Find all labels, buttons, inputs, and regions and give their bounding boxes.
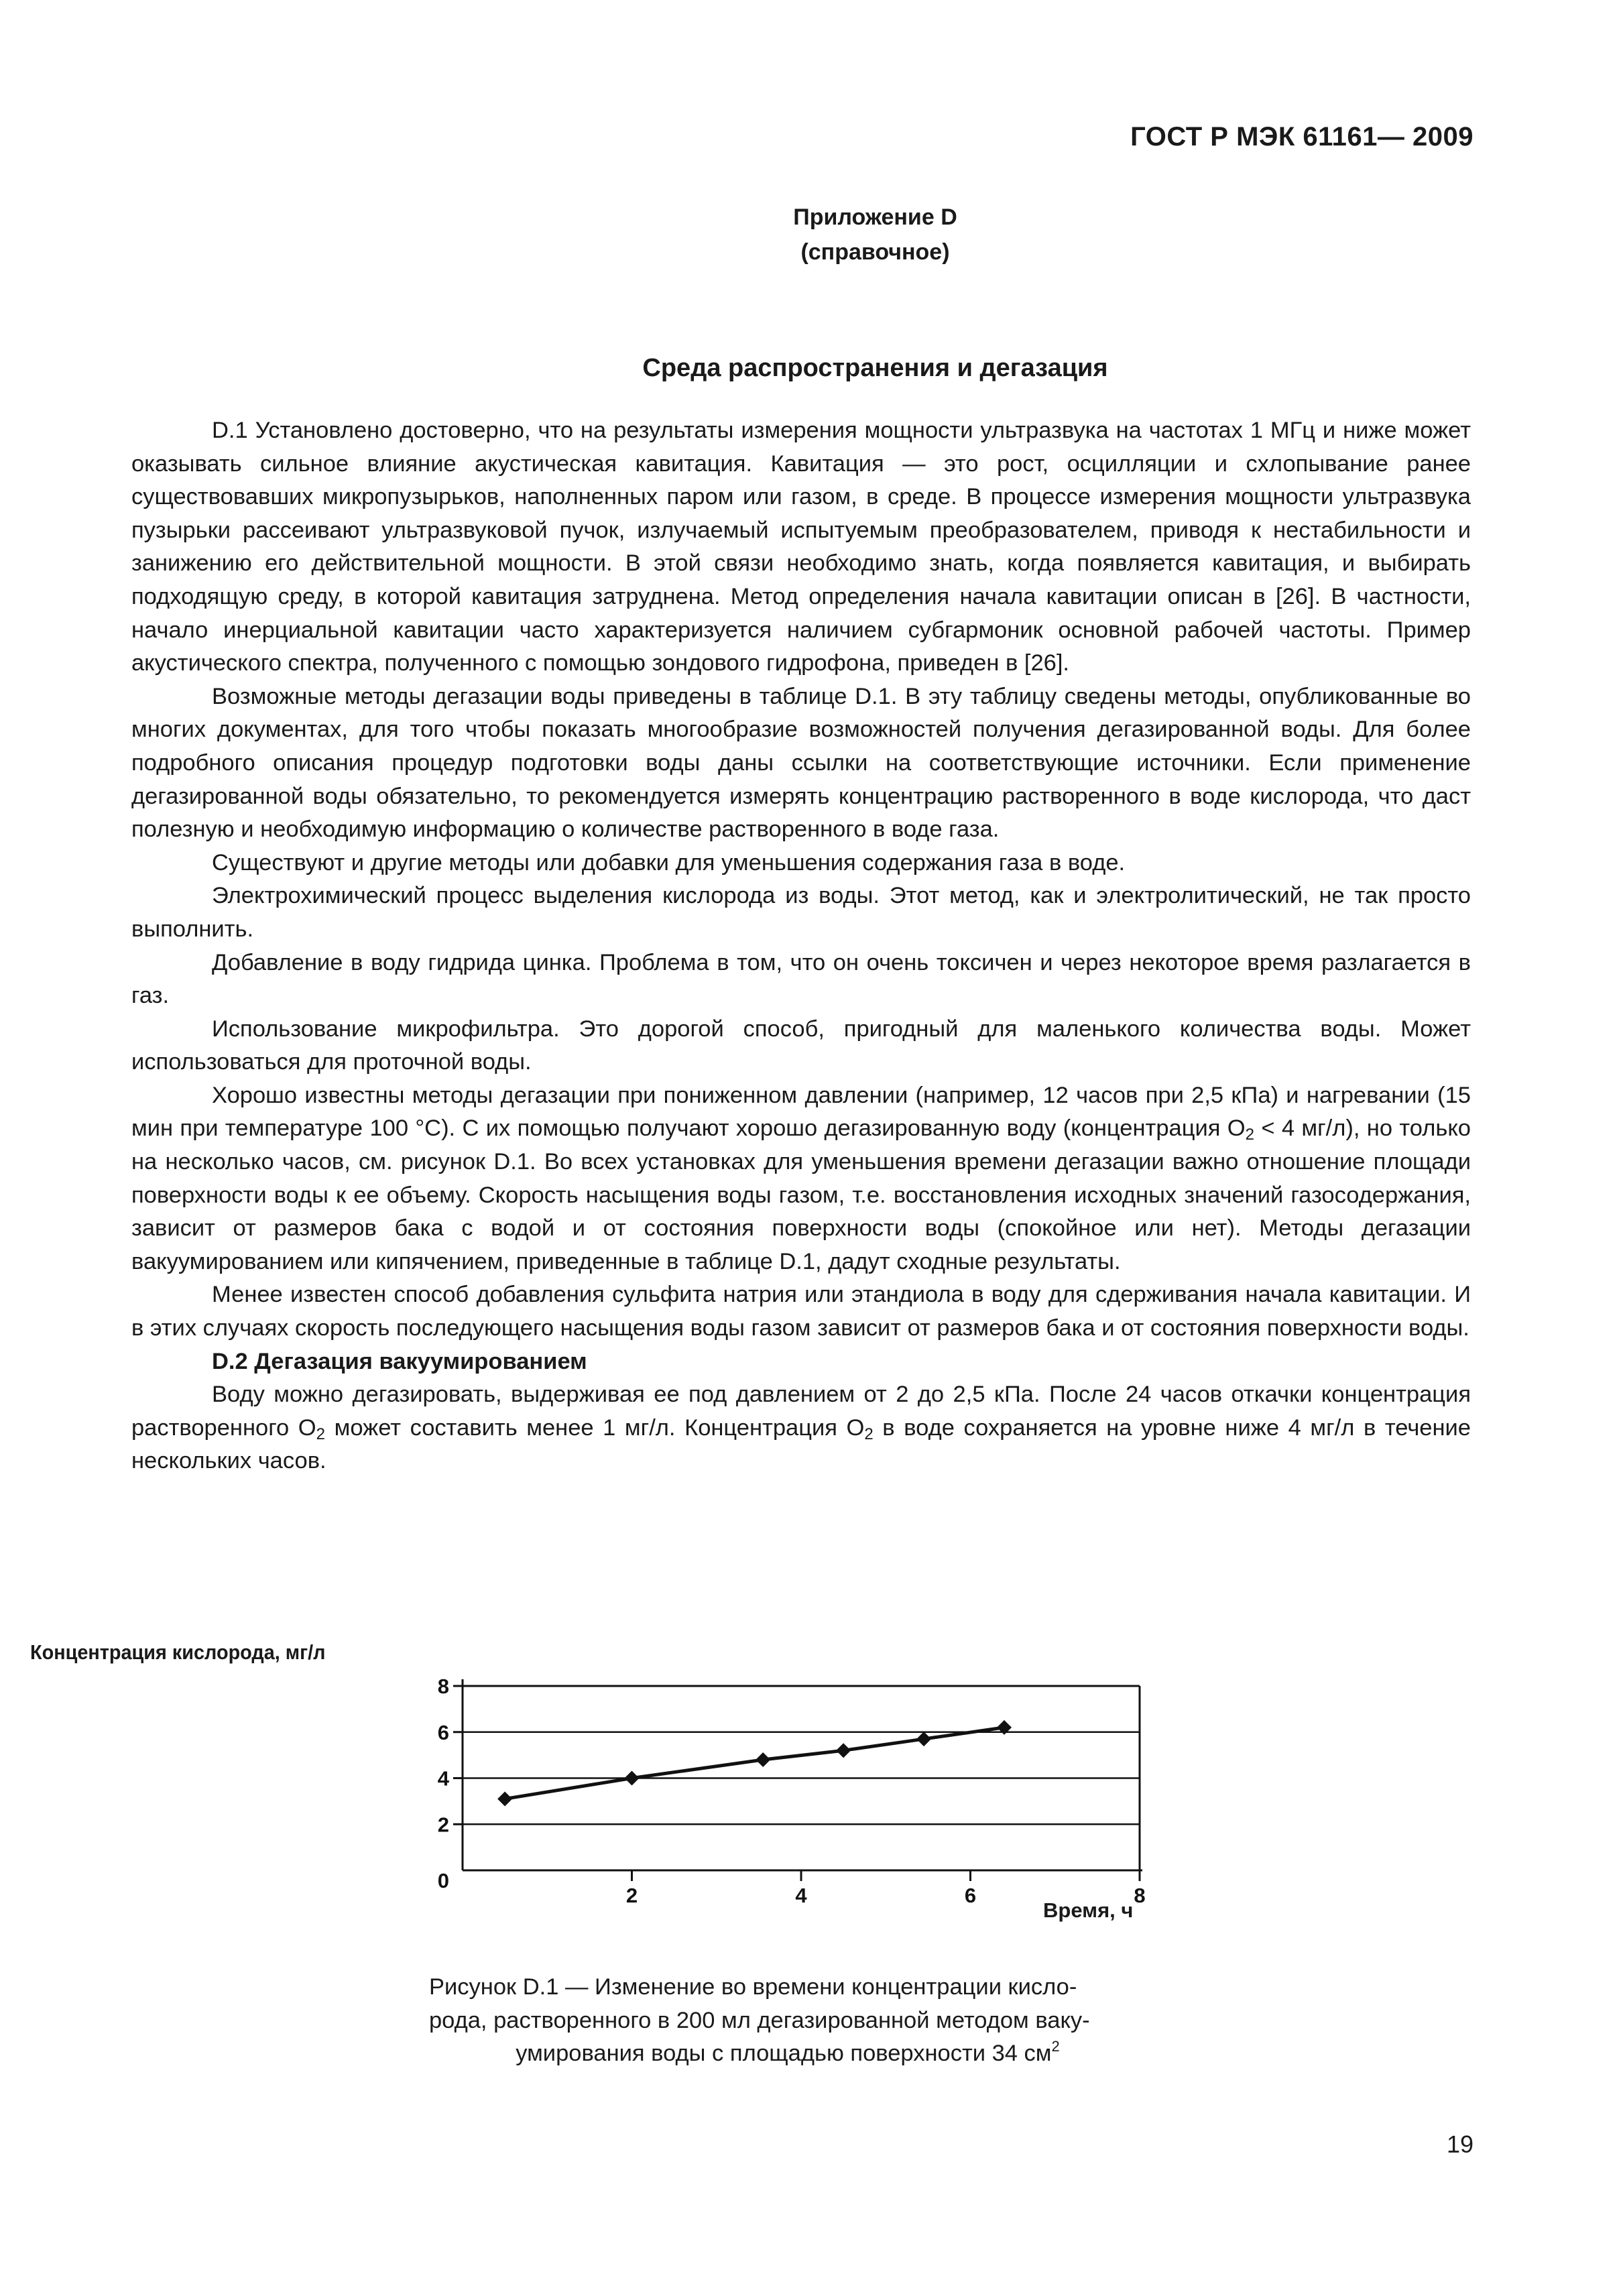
y-tick-label: 4	[437, 1766, 449, 1791]
y-tick-label: 2	[437, 1813, 449, 1837]
data-point	[836, 1743, 851, 1758]
x-tick-label: 2	[625, 1884, 638, 1907]
paragraph: Добавление в воду гидрида цинка. Проблема в том, что он очень токсичен и через некоторое время разлагается в газ.	[131, 949, 1471, 1009]
paragraph: Электрохимический процесс выделения кислорода из воды. Этот метод, как и электролитический, не так просто выполнить.	[131, 883, 1471, 942]
figure-caption	[429, 1971, 1187, 2071]
x-tick-label: 6	[964, 1884, 977, 1907]
appendix-heading	[0, 200, 1623, 269]
standard-designation: ГОСТ Р МЭК 61161— 2009	[1130, 122, 1474, 152]
subscript: 2	[316, 1425, 326, 1443]
chart-y-axis-label: Концентрация кислорода, мг/л	[30, 1640, 326, 1664]
page-number: 19	[1446, 2130, 1474, 2158]
subscript: 2	[1245, 1126, 1254, 1144]
paragraph: Возможные методы дегазации воды приведены в таблице D.1. В эту таблицу сведены методы, опубликованные во многих документах, для того чтобы показать многообразие возможностей получения дегазированной воды. Для более подробного описания процедур подготовки воды даны ссылки на соответствующие источники. Если применение дегазированной воды обязательно, то рекомендуется измерять концентрацию растворенного в воде кислорода, что даст полезную и необходимую информацию о количестве растворенного в воде газа.	[131, 683, 1471, 843]
subscript: 2	[864, 1425, 874, 1443]
caption-line: Рисунок D.1 — Изменение во времени концентрации кисло-	[429, 1974, 1077, 2000]
caption-line: рода, растворенного в 200 мл дегазированной методом ваку-	[429, 2007, 1090, 2033]
text-run: < 4 мг/л), но только на несколько часов, см. рисунок D.1. Во всех установках для уменьшения времени дегазации важно отношение площади поверхности воды к ее объему. Скорость насыщения воды газом, т.е. восстановления исходных значений газосодержания, зависит от размеров бака с водой и от состояния поверхности воды (спокойное или нет). Методы дегазации вакуумированием или кипячением, приведенные в таблице D.1, дадут сходные результаты.	[131, 1115, 1471, 1274]
data-point	[625, 1771, 640, 1786]
text-run: Хорошо известны методы дегазации при пониженном давлении (например, 12 часов при 2,5 кПа) и нагревании (15 мин при температуре 100 °С). С их помощью получают хорошо дегазированную воду (концентрация O	[131, 1082, 1471, 1142]
origin-label: 0	[437, 1869, 449, 1892]
data-point	[497, 1791, 512, 1806]
text-run: умирования воды с площадью поверхности 34 см	[516, 2041, 1052, 2067]
y-tick-label: 8	[437, 1675, 449, 1698]
x-tick-label: 8	[1134, 1884, 1146, 1907]
text-run: может составить менее 1 мг/л. Концентрация O	[325, 1414, 865, 1441]
paragraph	[131, 1079, 1471, 1279]
paragraph: Использование микрофильтра. Это дорогой способ, пригодный для маленького количества воды. Может использоваться для проточной воды.	[131, 1016, 1471, 1075]
y-tick-label: 6	[437, 1720, 449, 1744]
caption-line	[429, 2037, 1187, 2071]
x-tick-label: 4	[795, 1884, 807, 1907]
appendix-kind: (справочное)	[800, 239, 950, 265]
paragraph: Менее известен способ добавления сульфита натрия или этандиола в воду для сдерживания начала кавитации. И в этих случаях скорость последующего насыщения воды газом зависит от размеров бака и от состояния поверхности воды.	[131, 1282, 1471, 1341]
paragraph: Существуют и другие методы или добавки для уменьшения содержания газа в воде.	[212, 849, 1126, 875]
appendix-title: Приложение D	[793, 204, 957, 230]
subsection-heading: D.2 Дегазация вакуумированием	[212, 1348, 587, 1374]
text-run: Воду можно дегазировать, выдерживая ее под давлением от 2 до 2,5 кПа. После 24 часов откачки концентрация растворенного O	[131, 1382, 1471, 1441]
superscript: 2	[1051, 2038, 1060, 2055]
paragraph: D.1 Установлено достоверно, что на результаты измерения мощности ультразвука на частотах 1 МГц и ниже может оказывать сильное влияние акустическая кавитация. Кавитация — это рост, осцилляции и схлопывание ранее существовавших микропузырьков, наполненных паром или газом, в среде. В процессе измерения мощности ультразвука пузырьки рассеивают ультразвуковой пучок, излучаемый испытуемым преобразователем, приводя к нестабильности и занижению его действительной мощности. В этой связи необходимо знать, когда появляется кавитация, и выбирать подходящую среду, в которой кавитация затруднена. Метод определения начала кавитации описан в [26]. В частности, начало инерциальной кавитации часто характеризуется наличием субгармоник основной рабочей частоты. Пример акустического спектра, полученного с помощью зондового гидрофона, приведен в [26].	[131, 418, 1471, 676]
data-point	[916, 1732, 931, 1746]
paragraph	[131, 1378, 1471, 1478]
body-text	[131, 414, 1471, 1478]
data-point	[756, 1752, 770, 1767]
chart-x-axis-label: Время, ч	[1043, 1898, 1134, 1922]
text-run: в воде сохраняется на уровне ниже 4 мг/л в течение нескольких часов.	[131, 1414, 1471, 1474]
section-title: Среда распространения и дегазация	[642, 354, 1108, 382]
